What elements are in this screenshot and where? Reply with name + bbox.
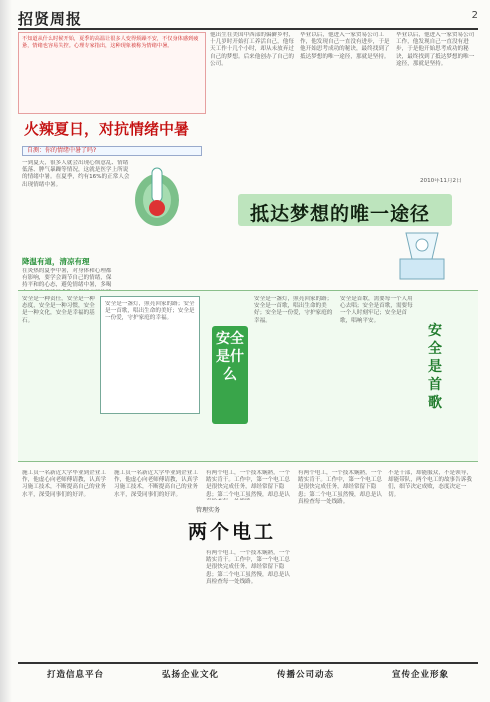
heat-question: 自测：你的情绪中暑了吗? [27,147,97,154]
goal-headline: 抵达梦想的唯一途径 [250,203,431,225]
what-is-safety-heading: 安全是什么 [212,326,248,424]
safety-left-body: 安全是一种责任，安全是一种态度，安全是一种习惯，安全是一种文化，安全是幸福的基石。 [22,296,95,324]
electricians-headline-box [188,505,286,545]
bottom-right-body-1: 有两个电工，一个技术娴熟，一个踏实肯干。工作中，第一个电工总是很快完成任务，却经常留下隐患；第二个电工虽然慢，却总是认真检查每一处线路。 [298,470,382,505]
scan-edge-shadow [0,0,12,702]
electricians-subtitle: 管理实务 [196,507,221,514]
bottom-mid-body: 有两个电工，一个技术娴熟，一个踏实肯干。工作中，第一个电工总是很快完成任务，却经常留下隐患；第二个电工虽然慢，却总是认真检查每一处线路。 [206,550,290,585]
heat-body-1: 一到夏天，很多人就会出现心烦意乱、情绪低落、脾气暴躁等情况，这就是医学上所说的情绪中暑。在夏季，约有16%的正常人会出现情绪中暑。 [22,160,130,188]
goal-headline-box [238,194,452,226]
intro-box [18,32,206,114]
heat-headline: 火辣夏日，对抗情绪中暑 [24,120,190,138]
footer-slogan-3: 传播公司动态 [276,670,334,680]
bottom-left-body-2: 施工员一名新近大学毕业到企业工作，他虚心向老师傅请教，认真学习施工技术，不断提高自己的业务水平，深受同事们的好评。 [114,470,198,498]
thermometer-icon [130,160,184,230]
heat-question-bar [22,146,202,156]
footer-slogans [18,662,478,684]
page-number: 2 [471,10,478,21]
masthead [18,4,478,30]
right-article-body-2: 毕业以后，他进入一家贸易公司工作，他发现自己一直没有进步，于是他开始思考成功的秘诀，最终找到了抵达梦想的唯一途径，那就是坚持。 [396,32,475,67]
right-article-body-1: 毕业以后，他进入一家贸易公司工作，他发现自己一直没有进步，于是他开始思考成功的秘诀，最终找到了抵达梦想的唯一途径，那就是坚持。 [300,32,390,60]
bottom-left-body: 施工员一名新近大学毕业到企业工作，他虚心向老师傅请教，认真学习施工技术，不断提高自己的业务水平，深受同事们的好评。 [22,470,106,498]
bottom-mid-top-body: 有两个电工，一个技术娴熟，一个踏实肯干。工作中，第一个电工总是很快完成任务，却经常留下隐患；第二个电工虽然慢，却总是认 [206,470,290,498]
article-date: 2010年11月2日 [420,178,462,184]
bottom-right-body-2: 不是干部，却能服众，不是领导，却能带队，两个电工的故事告诉我们，细节决定成败，态度决定一切。 [388,470,472,498]
electricians-headline: 两个电工 [188,521,277,543]
newspaper-title: 招贤周报 [18,10,83,28]
footer-slogan-2: 弘扬企业文化 [161,670,219,680]
relief-headline: 降温有道，清凉有理 [22,257,90,266]
intro-text: 不知道从什么时候开始，夏季的高温让很多人变得烦躁不安，不仅身体感到疲惫，情绪也容易失控。心理专家指出，这种现象被称为情绪中暑。 [22,36,199,49]
safety-first-heading: 安全是首歌 [428,323,442,411]
safety-right-body: 安全是首歌，需要每一个人用心去唱；安全是首歌，需要每一个人时刻牢记；安全是首歌，唱响平安。 [340,296,413,324]
safety-note-box: 安全是一盏灯，照亮回家的路；安全是一首歌，唱出生命的美好；安全是一份爱，守护家庭的幸福。 [100,296,200,414]
footer-slogan-1: 打造信息平台 [46,670,104,680]
footer-slogan-4: 宣传企业形象 [391,670,449,680]
relief-body: 在炎热的夏季中暑，对身体和心理都有影响，要学会调节自己的情绪，保持平和的心态，避免情绪中暑，多喝 [22,268,112,289]
trophy-icon [392,223,452,287]
middle-article-body: 他出生在美国中西部的偏僻乡村，十几岁时开始打工养活自己，他每天工作十几个小时，却从未放弃过自己的梦想。后来他创办了自己的公司。 [210,32,294,67]
safety-mid-body: 安全是一盏灯，照亮回家的路；安全是一首歌，唱出生命的美好；安全是一份爱，守护家庭的幸福。 [254,296,333,324]
